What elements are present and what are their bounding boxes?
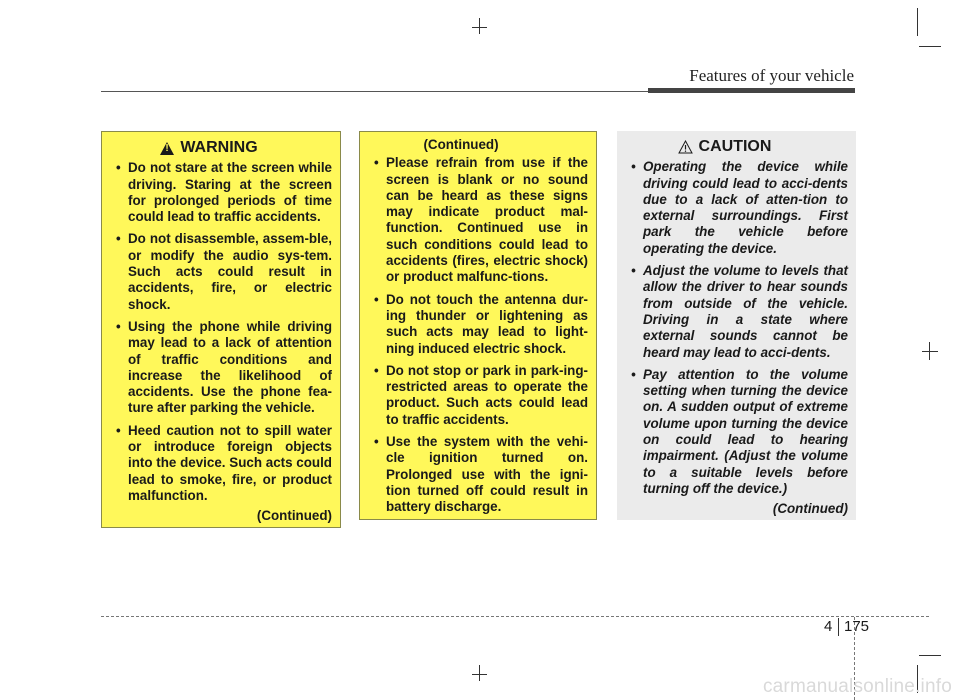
list-item: • Do not stare at the screen while driving. Staring at the screen for prolonged periods of time could lead to traffic accidents. bbox=[116, 160, 332, 225]
list-item: • Do not touch the antenna dur-ing thunder or lightening as such acts may lead to light-ning induced electric shock. bbox=[374, 292, 588, 357]
list-item: • Adjust the volume to levels that allow the driver to hear sounds from outside of the vehicle. Driving in a state where external sounds cannot be heard may lead to acci-dents. bbox=[631, 263, 848, 361]
caution-title: CAUTION bbox=[698, 138, 772, 155]
crop-mark bbox=[472, 27, 487, 28]
caution-heading bbox=[631, 139, 848, 155]
section-title: Features of your vehicle bbox=[689, 66, 854, 85]
warning-box bbox=[101, 131, 341, 528]
list-item: • Do not disassemble, assem-ble, or modify the audio sys-tem. Such acts could result in accidents, fire, or electric shock. bbox=[116, 231, 332, 312]
warning-continued-list bbox=[374, 155, 588, 515]
caution-icon bbox=[678, 140, 693, 154]
warning-icon bbox=[160, 142, 174, 155]
list-item: • Use the system with the vehi-cle ignition turned on. Prolonged use with the igni-tion turned off could result in battery discharge. bbox=[374, 434, 588, 515]
continued-label: (Continued) bbox=[256, 508, 332, 524]
crop-mark bbox=[917, 8, 918, 36]
caution-box bbox=[617, 131, 856, 520]
warning-heading bbox=[116, 140, 332, 156]
list-item: • Heed caution not to spill water or introduce foreign objects into the device. Such acts could lead to smoke, fire, or product malfunction. bbox=[116, 423, 332, 504]
page-number-separator bbox=[838, 618, 839, 636]
page-number: 175 bbox=[844, 618, 870, 635]
caution-list bbox=[631, 159, 848, 497]
list-item: • Please refrain from use if the screen is blank or no sound can be heard as these signs may indicate product mal-function. Continued use in such conditions could lead to accidents (fires, electric shock) or product malfunc-tions. bbox=[374, 155, 588, 285]
watermark: carmanualsonline.info bbox=[762, 676, 952, 697]
list-item: • Operating the device while driving could lead to acci-dents due to a lack of atten-tion to external surroundings. First park the vehicle before operating the device. bbox=[631, 159, 848, 257]
warning-title: WARNING bbox=[180, 139, 258, 156]
warning-list bbox=[116, 160, 332, 504]
chapter-number: 4 bbox=[824, 618, 833, 635]
crop-mark bbox=[479, 665, 480, 681]
list-item: • Using the phone while driving may lead to a lack of attention of traffic conditions and increase the likelihood of accidents. Use the phone fea-ture after parking the vehicle. bbox=[116, 319, 332, 417]
crop-mark bbox=[919, 46, 941, 47]
list-item: • Do not stop or park in park-ing-restricted areas to operate the product. Such acts could lead to traffic accidents. bbox=[374, 363, 588, 428]
continued-top-label: (Continued) bbox=[423, 137, 499, 152]
list-item: • Pay attention to the volume setting when turning the device on. A sudden output of extreme volume upon turning the device on could lead to hearing impairment. (Adjust the volume to a suitable levels before turning off the device.) bbox=[631, 367, 848, 497]
footer-divider bbox=[101, 616, 929, 617]
crop-mark bbox=[472, 674, 487, 675]
crop-mark bbox=[922, 351, 938, 352]
header-divider-bar bbox=[648, 88, 855, 93]
crop-mark bbox=[919, 655, 941, 656]
crop-mark bbox=[479, 18, 480, 34]
warning-continued-box bbox=[359, 131, 597, 520]
continued-label: (Continued) bbox=[772, 501, 848, 517]
